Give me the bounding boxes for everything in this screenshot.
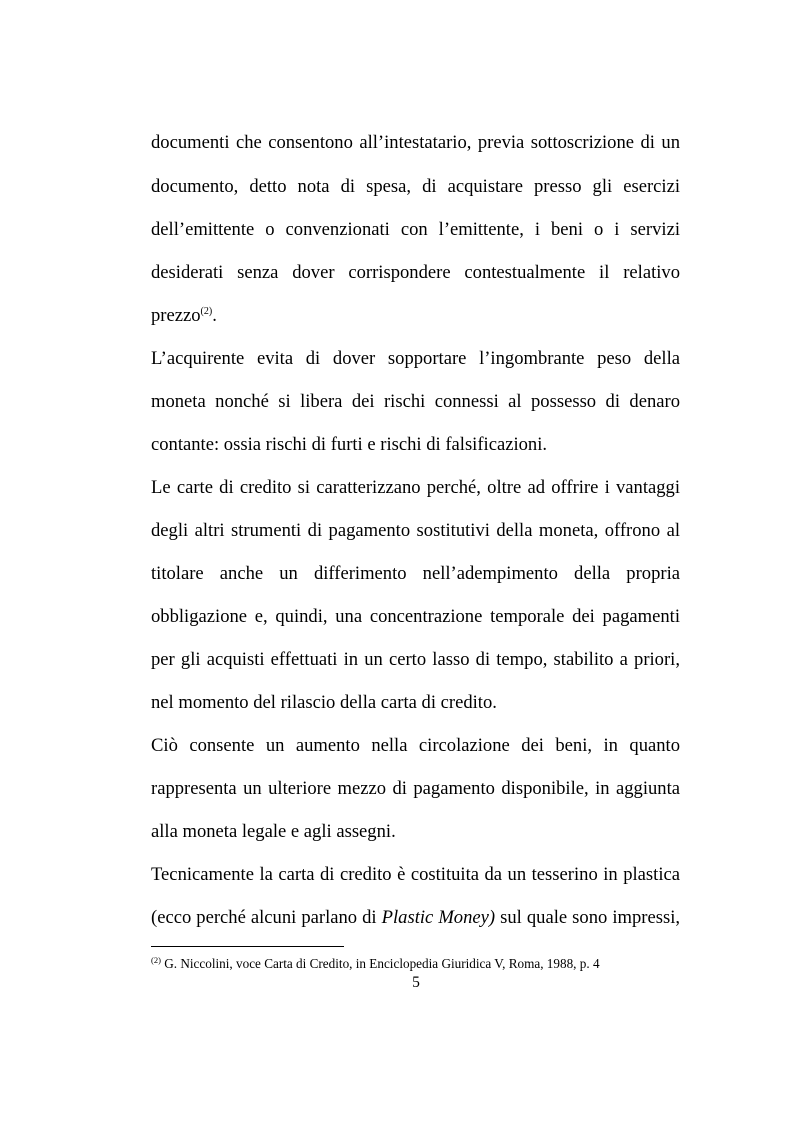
body-line-19-end: sul quale sono impressi, xyxy=(495,907,681,928)
body-line-8: contante: ossia rischi di furti e rischi di falsificazioni. xyxy=(151,434,548,455)
body-line-10: degli altri strumenti di pagamento sostitutivi della moneta, offrono al xyxy=(151,520,680,541)
body-line-17: alla moneta legale e agli assegni. xyxy=(151,821,396,842)
body-line-19-start: (ecco perché alcuni parlano di xyxy=(151,907,382,928)
footnote-separator xyxy=(151,946,344,947)
body-line-11: titolare anche un differimento nell’adempimento della propria xyxy=(151,563,680,584)
body-line-5 xyxy=(151,304,680,328)
body-line-4: desiderati senza dover corrispondere contestualmente il relativo xyxy=(151,262,680,283)
body-line-1: documenti che consentono all’intestatario, previa sottoscrizione di un xyxy=(151,132,680,153)
body-line-2: documento, detto nota di spesa, di acquistare presso gli esercizi xyxy=(151,176,680,197)
body-line-16: rappresenta un ulteriore mezzo di pagamento disponibile, in aggiunta xyxy=(151,778,680,799)
page-number: 5 xyxy=(412,974,420,991)
body-line-13: per gli acquisti effettuati in un certo lasso di tempo, stabilito a priori, xyxy=(151,649,680,670)
body-line-5-text: prezzo xyxy=(151,305,201,326)
body-line-3: dell’emittente o convenzionati con l’emittente, i beni o i servizi xyxy=(151,219,680,240)
footnote-reference: (2) xyxy=(200,306,213,317)
footnote-text: G. Niccolini, voce Carta di Credito, in Enciclopedia Giuridica V, Roma, 1988, p. 4 xyxy=(160,956,600,971)
body-line-9: Le carte di credito si caratterizzano perché, oltre ad offrire i vantaggi xyxy=(151,477,680,498)
body-line-12: obbligazione e, quindi, una concentrazione temporale dei pagamenti xyxy=(151,606,680,627)
body-line-15: Ciò consente un aumento nella circolazione dei beni, in quanto xyxy=(151,735,680,756)
plastic-money-italic: Plastic Money) xyxy=(381,907,496,928)
footnote xyxy=(151,955,680,973)
body-line-7: moneta nonché si libera dei rischi connessi al possesso di denaro xyxy=(151,391,680,412)
body-line-5-period: . xyxy=(212,305,217,326)
body-line-19 xyxy=(151,906,680,930)
footnote-marker: (2) xyxy=(151,955,161,965)
body-line-14: nel momento del rilascio della carta di credito. xyxy=(151,692,497,713)
body-line-6: L’acquirente evita di dover sopportare l’ingombrante peso della xyxy=(151,348,680,369)
body-line-18: Tecnicamente la carta di credito è costituita da un tesserino in plastica xyxy=(151,864,680,885)
